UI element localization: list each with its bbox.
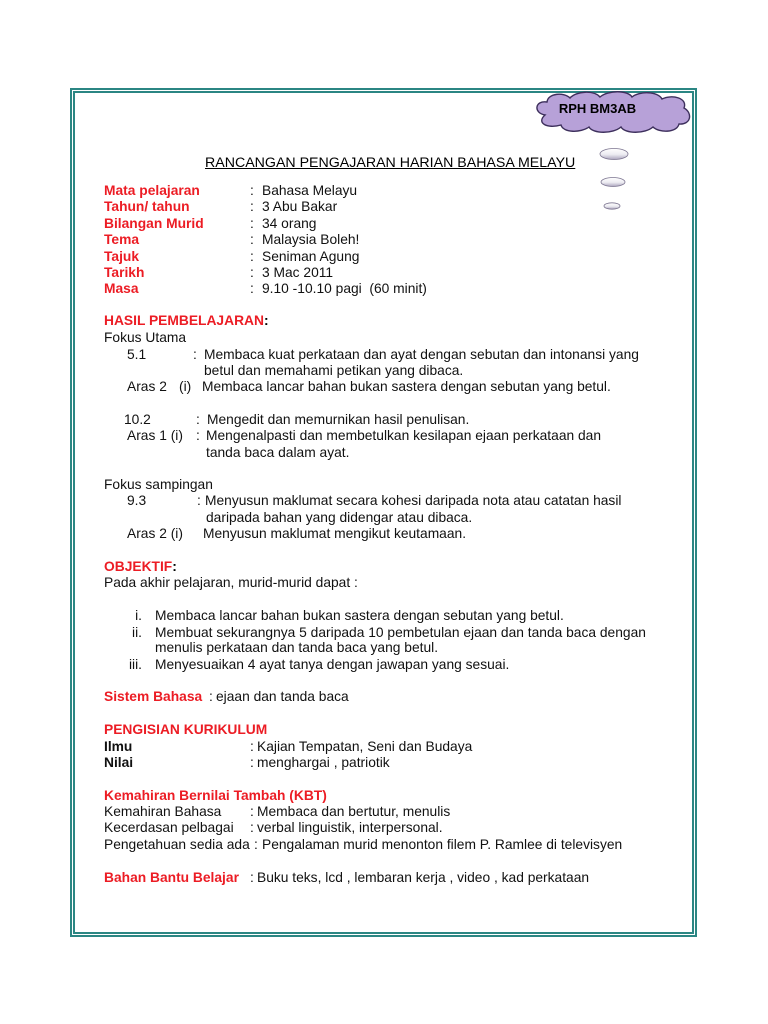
- outcome-separator: :: [193, 347, 197, 362]
- outcome-text: Menyusun maklumat secara kohesi daripada nota atau catatan hasil: [205, 493, 622, 508]
- outcome-subcode: (i): [179, 379, 192, 394]
- outcome-code-9-3: 9.3: [127, 493, 147, 508]
- info-separator: :: [250, 183, 254, 198]
- info-separator: :: [250, 281, 254, 296]
- bahan-bantu-separator: :: [250, 870, 254, 885]
- objective-marker: i.: [135, 608, 142, 623]
- info-separator: :: [250, 199, 254, 214]
- objective-text: Membuat sekurangnya 5 daripada 10 pembetulan ejaan dan tanda baca dengan: [155, 625, 646, 640]
- info-separator: :: [250, 249, 254, 264]
- kurikulum-value-nilai: menghargai , patriotik: [257, 755, 390, 770]
- kbt-value: Pengalaman murid menonton filem P. Ramlee di televisyen: [262, 837, 623, 852]
- outcome-text: Membaca lancar bahan bukan sastera dengan sebutan yang betul.: [202, 379, 611, 394]
- badge-label: RPH BM3AB: [558, 101, 637, 116]
- heading-colon: :: [172, 559, 177, 574]
- info-label-tajuk: Tajuk: [104, 249, 140, 264]
- outcome-code-aras-2: Aras 2 (i): [127, 526, 183, 541]
- objective-text: Membaca lancar bahan bukan sastera dengan sebutan yang betul.: [155, 608, 564, 623]
- thought-bubble-medium: [601, 178, 625, 187]
- info-label-mata-pelajaran: Mata pelajaran: [104, 183, 200, 198]
- outcome-separator: :: [196, 428, 200, 443]
- bahan-bantu-value: Buku teks, lcd , lembaran kerja , video , kad perkataan: [257, 870, 590, 885]
- fokus-sampingan-label: Fokus sampingan: [104, 477, 213, 492]
- kurikulum-label-ilmu: Ilmu: [104, 739, 133, 754]
- kbt-label: Pengetahuan sedia ada: [104, 837, 250, 852]
- objective-marker: iii.: [128, 657, 142, 672]
- outcome-separator: :: [196, 412, 200, 427]
- objective-text: Menyesuaikan 4 ayat tanya dengan jawapan yang sesuai.: [155, 657, 510, 672]
- outcome-text: Membaca kuat perkataan dan ayat dengan sebutan dan intonansi yang: [204, 347, 639, 362]
- hasil-heading: HASIL PEMBELAJARAN: [104, 313, 264, 328]
- outcome-text: Mengenalpasti dan membetulkan kesilapan ejaan perkataan dan: [206, 428, 602, 443]
- outcome-code-aras-1: Aras 1 (i): [127, 428, 183, 443]
- hasil-heading-line: [104, 313, 269, 329]
- sistem-bahasa-value: ejaan dan tanda baca: [216, 689, 349, 704]
- outcome-code-10-2: 10.2: [124, 412, 151, 427]
- outcome-text: daripada bahan yang didengar atau dibaca.: [206, 510, 473, 525]
- kbt-separator: :: [250, 820, 254, 835]
- objective-text: menulis perkataan dan tanda baca yang betul.: [155, 640, 439, 655]
- sistem-bahasa-separator: :: [209, 689, 213, 704]
- heading-colon: :: [263, 313, 269, 328]
- objektif-intro: Pada akhir pelajaran, murid-murid dapat :: [104, 575, 358, 590]
- pengisian-kurikulum-heading: PENGISIAN KURIKULUM: [104, 722, 268, 737]
- info-value-tajuk: Seniman Agung: [262, 249, 360, 264]
- info-value-mata-pelajaran: Bahasa Melayu: [262, 183, 358, 198]
- thought-bubble-small: [604, 203, 620, 209]
- outcome-text: betul dan memahami petikan yang dibaca.: [204, 363, 464, 378]
- info-separator: :: [250, 265, 254, 280]
- kurikulum-separator: :: [250, 755, 254, 770]
- info-label-tahun: Tahun/ tahun: [104, 199, 190, 214]
- outcome-text: Menyusun maklumat mengikut keutamaan.: [203, 526, 467, 541]
- info-separator: :: [250, 232, 254, 247]
- info-value-masa: 9.10 -10.10 pagi (60 minit): [262, 281, 427, 296]
- kbt-label: Kecerdasan pelbagai: [104, 820, 234, 835]
- outcome-text: Mengedit dan memurnikan hasil penulisan.: [207, 412, 470, 427]
- info-value-tema: Malaysia Boleh!: [262, 232, 360, 247]
- info-value-tarikh: 3 Mac 2011: [262, 265, 334, 280]
- outcome-code-5-1: 5.1: [127, 347, 147, 362]
- bahan-bantu-label: Bahan Bantu Belajar: [104, 870, 239, 885]
- page-title: RANCANGAN PENGAJARAN HARIAN BAHASA MELAYU: [205, 155, 576, 171]
- outcome-text: tanda baca dalam ayat.: [206, 445, 350, 460]
- thought-bubble-large: [600, 149, 628, 160]
- kurikulum-label-nilai: Nilai: [104, 755, 134, 770]
- info-label-tema: Tema: [104, 232, 140, 247]
- objektif-heading: OBJEKTIF: [104, 559, 173, 574]
- info-label-bilangan-murid: Bilangan Murid: [104, 216, 204, 231]
- kbt-label: Kemahiran Bahasa: [104, 804, 222, 819]
- objektif-heading-line: [104, 559, 177, 575]
- kbt-separator: :: [254, 837, 258, 852]
- objective-marker: ii.: [132, 625, 142, 640]
- thought-bubbles: [596, 145, 632, 215]
- info-label-tarikh: Tarikh: [104, 265, 145, 280]
- info-value-bilangan-murid: 34 orang: [262, 216, 317, 231]
- kurikulum-value-ilmu: Kajian Tempatan, Seni dan Budaya: [257, 739, 473, 754]
- info-label-masa: Masa: [104, 281, 139, 296]
- kbt-value: verbal linguistik, interpersonal.: [257, 820, 443, 835]
- kurikulum-separator: :: [250, 739, 254, 754]
- kbt-separator: :: [250, 804, 254, 819]
- fokus-utama-label: Fokus Utama: [104, 330, 187, 345]
- outcome-code-aras-2: Aras 2: [127, 379, 167, 394]
- info-value-tahun: 3 Abu Bakar: [262, 199, 338, 214]
- kbt-heading: Kemahiran Bernilai Tambah (KBT): [104, 788, 327, 803]
- kbt-value: Membaca dan bertutur, menulis: [257, 804, 451, 819]
- sistem-bahasa-label: Sistem Bahasa: [104, 689, 203, 704]
- outcome-separator: :: [197, 493, 201, 508]
- info-separator: :: [250, 216, 254, 231]
